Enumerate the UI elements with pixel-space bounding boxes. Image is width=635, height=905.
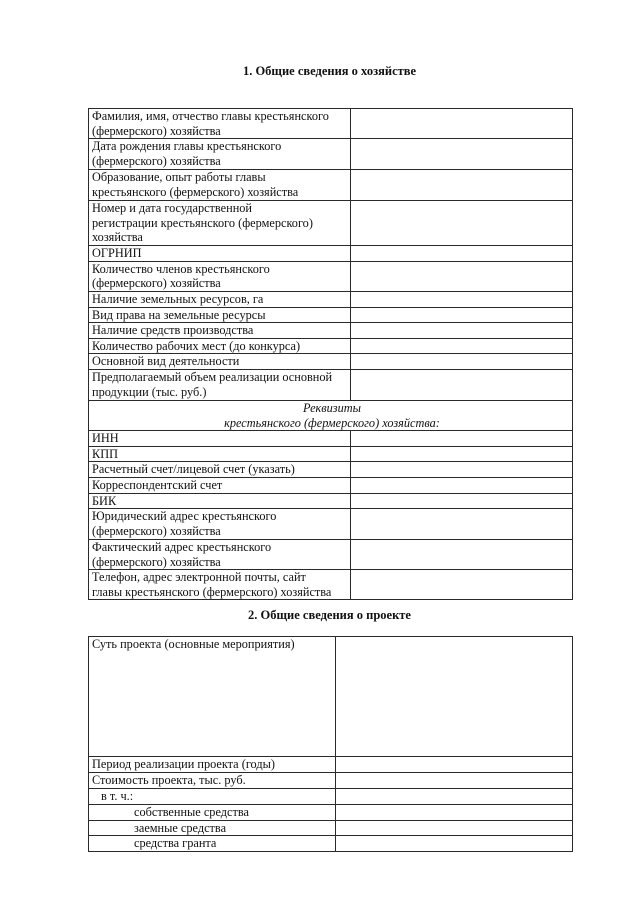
kpp-field[interactable]	[351, 446, 573, 462]
contacts-field[interactable]	[351, 570, 573, 600]
table-row	[89, 789, 573, 805]
head-name-field[interactable]	[351, 109, 573, 139]
registration-field[interactable]	[351, 201, 573, 246]
bik-field[interactable]	[351, 493, 573, 509]
jobs-field[interactable]	[351, 338, 573, 354]
requisites-heading-line2: крестьянского (фермерского) хозяйства:	[224, 415, 440, 430]
section1-heading: 1. Общие сведения о хозяйстве	[242, 64, 417, 78]
account-field[interactable]	[351, 462, 573, 478]
actual-address-field[interactable]	[351, 540, 573, 570]
inn-field[interactable]	[351, 431, 573, 447]
row-label-volume: Предполагаемый объем реализации основной продукции (тыс. руб.)	[89, 369, 351, 400]
row-label-borrowed-funds: заемные средства	[89, 820, 336, 836]
row-label-including: в т. ч.:	[89, 789, 336, 805]
education-field[interactable]	[351, 170, 573, 201]
row-label-land-right: Вид права на земельные ресурсы	[89, 307, 351, 323]
table-row	[89, 338, 573, 354]
table-row	[89, 291, 573, 307]
row-label-project-essence: Суть проекта (основные мероприятия)	[89, 637, 336, 757]
row-label-project-cost: Стоимость проекта, тыс. руб.	[89, 773, 336, 789]
table-row	[89, 509, 573, 540]
including-field[interactable]	[336, 789, 573, 805]
grant-funds-field[interactable]	[336, 836, 573, 852]
table-row	[89, 820, 573, 836]
row-label-bik: БИК	[89, 493, 351, 509]
row-label-kpp: КПП	[89, 446, 351, 462]
row-label-head-name: Фамилия, имя, отчество главы крестьянского (фермерского) хозяйства	[89, 109, 351, 139]
table-row	[89, 323, 573, 339]
table-row	[89, 493, 573, 509]
row-label-account: Расчетный счет/лицевой счет (указать)	[89, 462, 351, 478]
land-field[interactable]	[351, 291, 573, 307]
table-row	[89, 540, 573, 570]
table-row	[89, 400, 573, 430]
requisites-heading	[89, 400, 573, 430]
table-row	[89, 757, 573, 773]
table-row	[89, 462, 573, 478]
row-label-members: Количество членов крестьянского (фермерского) хозяйства	[89, 261, 351, 291]
table-row	[89, 637, 573, 757]
project-essence-field[interactable]	[336, 637, 573, 757]
table-row	[89, 836, 573, 852]
members-field[interactable]	[351, 261, 573, 291]
table-row	[89, 477, 573, 493]
own-funds-field[interactable]	[336, 804, 573, 820]
section2-heading: 2. Общие сведения о проекте	[248, 608, 411, 622]
row-label-ogrnip: ОГРНИП	[89, 246, 351, 262]
row-label-actual-address: Фактический адрес крестьянского (фермерского) хозяйства	[89, 540, 351, 570]
requisites-heading-line1: Реквизиты	[303, 400, 361, 415]
farm-info-table	[88, 108, 573, 600]
activity-field[interactable]	[351, 354, 573, 370]
row-label-registration: Номер и дата государственной регистрации крестьянского (фермерского) хозяйства	[89, 201, 351, 246]
table-row	[89, 354, 573, 370]
table-row	[89, 170, 573, 201]
project-info-table	[88, 636, 573, 852]
borrowed-funds-field[interactable]	[336, 820, 573, 836]
legal-address-field[interactable]	[351, 509, 573, 540]
row-label-corr-account: Корреспондентский счет	[89, 477, 351, 493]
row-label-project-period: Период реализации проекта (годы)	[89, 757, 336, 773]
row-label-own-funds: собственные средства	[89, 804, 336, 820]
table-row	[89, 804, 573, 820]
row-label-education: Образование, опыт работы главы крестьянского (фермерского) хозяйства	[89, 170, 351, 201]
ogrnip-field[interactable]	[351, 246, 573, 262]
row-label-inn: ИНН	[89, 431, 351, 447]
table-row	[89, 109, 573, 139]
table-row	[89, 307, 573, 323]
table-row	[89, 446, 573, 462]
row-label-means: Наличие средств производства	[89, 323, 351, 339]
project-cost-field[interactable]	[336, 773, 573, 789]
land-right-field[interactable]	[351, 307, 573, 323]
birth-date-field[interactable]	[351, 139, 573, 170]
table-row	[89, 431, 573, 447]
table-row	[89, 246, 573, 262]
table-row	[89, 261, 573, 291]
row-label-legal-address: Юридический адрес крестьянского (фермерского) хозяйства	[89, 509, 351, 540]
means-field[interactable]	[351, 323, 573, 339]
row-label-jobs: Количество рабочих мест (до конкурса)	[89, 338, 351, 354]
row-label-contacts: Телефон, адрес электронной почты, сайт главы крестьянского (фермерского) хозяйства	[89, 570, 351, 600]
project-period-field[interactable]	[336, 757, 573, 773]
row-label-birth-date: Дата рождения главы крестьянского (фермерского) хозяйства	[89, 139, 351, 170]
volume-field[interactable]	[351, 369, 573, 400]
table-row	[89, 139, 573, 170]
corr-account-field[interactable]	[351, 477, 573, 493]
row-label-grant-funds: средства гранта	[89, 836, 336, 852]
table-row	[89, 570, 573, 600]
row-label-land: Наличие земельных ресурсов, га	[89, 291, 351, 307]
row-label-activity: Основной вид деятельности	[89, 354, 351, 370]
table-row	[89, 773, 573, 789]
table-row	[89, 201, 573, 246]
table-row	[89, 369, 573, 400]
